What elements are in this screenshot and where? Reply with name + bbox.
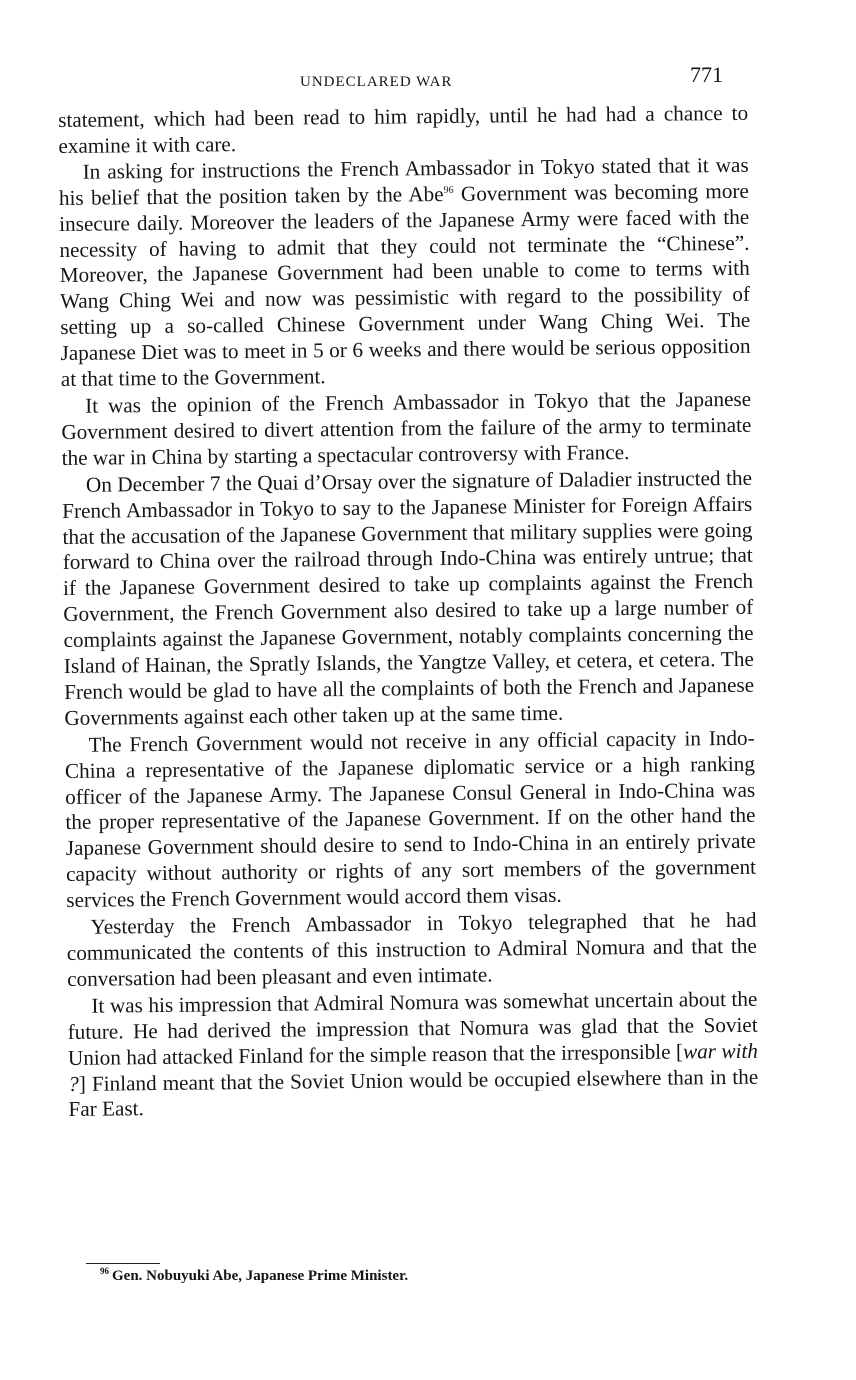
paragraph-december-instruction <box>62 465 755 731</box>
body-text <box>58 101 759 1124</box>
paragraph-5-text: The French Government would not receive in any official capacity in Indo-China a representative of the Japanese diplomatic service or a high ranking officer of the Japanese Army. The Japanese Consul General in Indo-China was the proper representative of the Japanese Government. If on the other hand the Japanese Government should desire to send to Indo-China in an entirely private capacity without authority or rights of any sort members of the government services the French Government would accord them visas. <box>64 725 757 913</box>
paragraph-2-text-after: Government was becoming more insecure daily. Moreover the leaders of the Japanese Army were faced with the necessity of having to admit that they could not terminate the “Chinese”. Moreover, the Japanese Government had been unable to come to terms with Wang Ching Wei and now was pessimistic with regard to the possibility of setting up a so-called Chinese Government under Wang Ching Wei. The Japanese Diet was to meet in 5 or 6 weeks and there would be serious opposition at that time to the Government. <box>59 178 751 392</box>
paragraph-6-text: Yesterday the French Ambassador in Tokyo telegraphed that he had communicated the contents of this instruction to Admiral Nomura and that the conversation had been pleasant and even intimate. <box>66 907 757 991</box>
footnote-text: Gen. Nobuyuki Abe, Japanese Prime Minister. <box>112 1268 409 1284</box>
paragraph-3-text: It was the opinion of the French Ambassador in Tokyo that the Japanese Government desired to divert attention from the failure of the army to terminate the war in China by starting a spectacular controversy with France. <box>61 386 752 470</box>
footnote-reference: 96 <box>443 184 454 196</box>
paragraph-ambassador-opinion <box>61 387 752 472</box>
paragraph-continuation <box>58 101 749 160</box>
paragraph-nomura-impression <box>67 987 758 1124</box>
running-head-title: UNDECLARED WAR <box>300 74 453 90</box>
paragraph-french-government-position <box>65 725 757 914</box>
footnote <box>100 1268 408 1285</box>
page-number: 771 <box>690 62 723 87</box>
paragraph-telegram-report <box>66 908 757 993</box>
editorial-insertion: war with ? <box>68 1038 759 1096</box>
paragraph-7-text-after: ] Finland meant that the Soviet Union would be occupied elsewhere than in the Far East. <box>68 1064 759 1122</box>
paragraph-1-text: statement, which had been read to him rapidly, until he had had a chance to examine it with care. <box>58 100 749 158</box>
footnote-divider <box>86 1263 160 1264</box>
paragraph-7-text-before: It was his impression that Admiral Nomura was somewhat uncertain about the future. He had derived the impression that Nomura was glad that the Soviet Union had attacked Finland for the simple reason that the irresponsible [ <box>67 986 758 1070</box>
footnote-mark: 96 <box>100 1266 109 1276</box>
paragraph-ambassador-instructions <box>59 153 751 393</box>
paragraph-2-text-before: In asking for instructions the French Ambassador in Tokyo stated that it was his belief that the position taken by the Abe <box>58 152 749 210</box>
paragraph-4-text: On December 7 the Quai d’Orsay over the signature of Daladier instructed the French Ambassador in Tokyo to say to the Japanese Minister for Foreign Affairs that the accusation of the Japanese Government that military supplies were going forward to China over the railroad through Indo-China was entirely untrue; that if the Japanese Government desired to take up complaints against the French Government, the French Government also desired to take up a large number of complaints against the Japanese Government, notably complaints concerning the Island of Hainan, the Spratly Islands, the Yangtze Valley, et cetera, et cetera. The French would be glad to have all the complaints of both the French and Japanese Governments against each other taken up at the same time. <box>62 465 755 730</box>
